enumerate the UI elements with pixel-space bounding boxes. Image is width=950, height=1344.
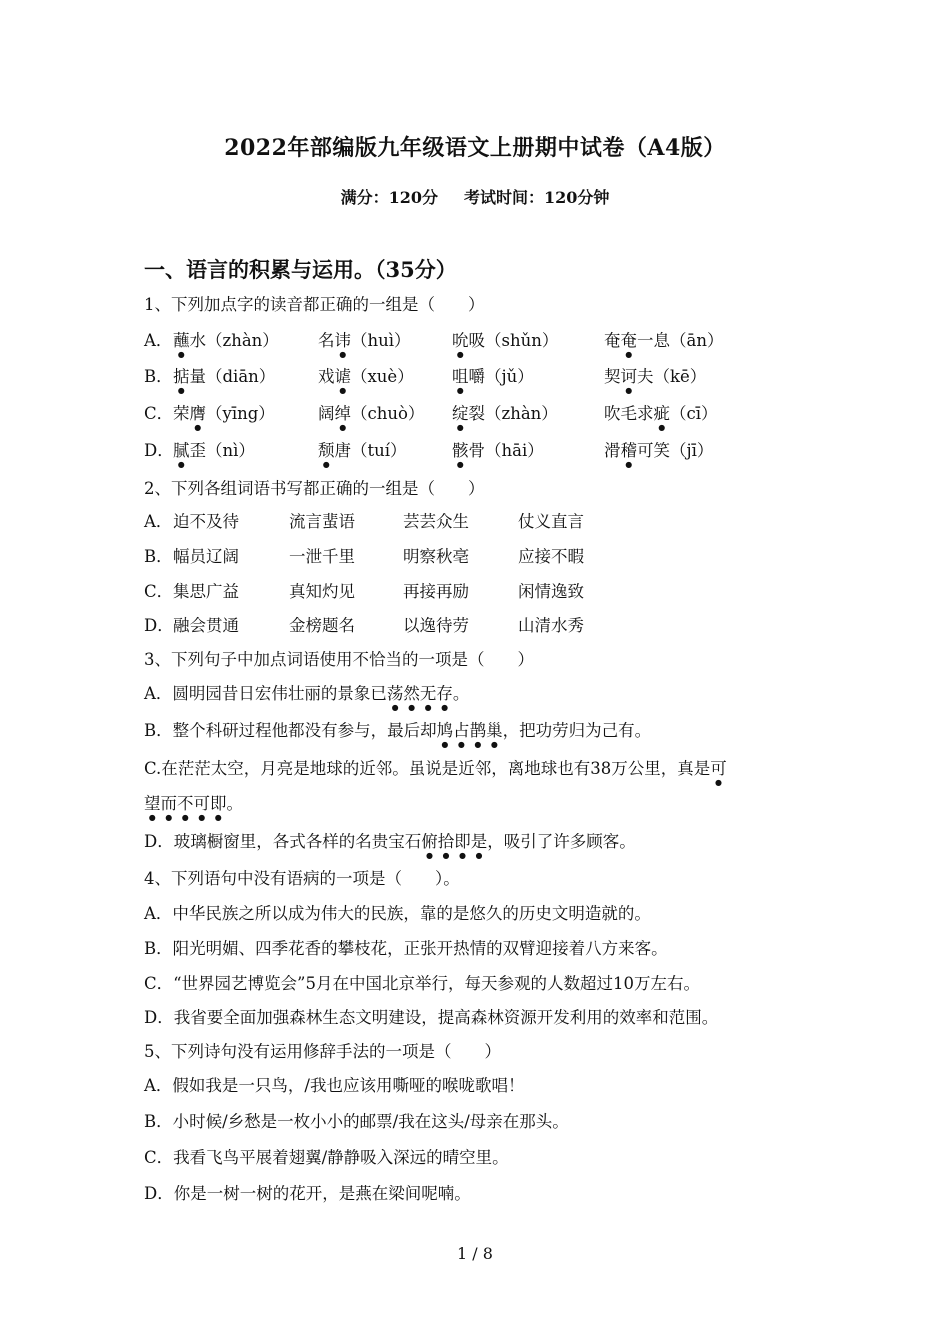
- dotted-char: 诃: [620, 367, 637, 386]
- dotted-char: 稽: [620, 441, 637, 460]
- dotted-char: 咀: [452, 367, 469, 386]
- option-label: D．: [144, 441, 174, 460]
- word-post: 一息（ān）: [637, 331, 724, 350]
- word-post: 骨（hāi）: [468, 441, 544, 460]
- dotted-char: 奄: [620, 331, 637, 350]
- sentence-pre: A．圆明园昔日宏伟壮丽的景象已: [144, 684, 387, 703]
- word-item: [173, 366, 275, 395]
- word-item: [318, 403, 424, 432]
- sentence-post: 。: [452, 684, 470, 703]
- option-label: A．: [144, 512, 173, 531]
- word-post: 裂（zhàn）: [468, 404, 558, 423]
- q4-option-c: C．“世界园艺博览会”5月在中国北京举行，每天参观的人数超过10万左右。: [144, 974, 700, 993]
- word-post: 量（diān）: [189, 367, 276, 386]
- word-pre: 戏: [318, 367, 335, 386]
- question-2-stem: 2、下列各组词语书写都正确的一组是（ ）: [144, 479, 485, 498]
- word-item: [452, 366, 534, 395]
- sentence-pre: B．整个科研过程他都没有参与，最后却: [144, 721, 437, 740]
- word-post: 吸（shǔn）: [468, 331, 559, 350]
- dotted-char: 掂: [173, 367, 190, 386]
- sentence-pre: D．玻璃橱窗里，各式各样的名贵宝石: [144, 832, 422, 851]
- question-4-stem: 4、下列语句中没有语病的一项是（ ）。: [144, 869, 460, 888]
- word-post: （huì）: [351, 331, 411, 350]
- word-item: 以逸待劳: [403, 616, 469, 635]
- dotted-char: 骸: [452, 441, 469, 460]
- dotted-phrase: 鸠占鹊巢: [436, 721, 503, 740]
- word-item: 流言蜚语: [289, 512, 355, 531]
- full-score: 满分：120分: [340, 188, 438, 207]
- question-3-stem: 3、下列句子中加点词语使用不恰当的一项是（ ）: [144, 650, 534, 669]
- question-5-stem: 5、下列诗句没有运用修辞手法的一项是（ ）: [144, 1042, 501, 1061]
- word-item: 迫不及待: [173, 512, 239, 531]
- dotted-phrase: 荡然无存: [386, 684, 453, 703]
- word-item: [604, 440, 713, 469]
- option-label: B．: [144, 547, 173, 566]
- dotted-phrase: 可: [710, 759, 727, 778]
- word-item: [173, 403, 275, 432]
- word-item: [173, 440, 255, 469]
- word-item: [604, 366, 706, 395]
- q3-option-d: [144, 831, 636, 860]
- word-item: 芸芸众生: [403, 512, 469, 531]
- word-item: 闲情逸致: [518, 582, 584, 601]
- word-item: [604, 330, 723, 359]
- dotted-phrase: 望而不可即: [144, 794, 227, 813]
- word-item: 应接不暇: [518, 547, 584, 566]
- dotted-char: 蘸: [173, 331, 190, 350]
- word-item: 山清水秀: [518, 616, 584, 635]
- word-item: 集思广益: [173, 582, 239, 601]
- sentence-post: 。: [226, 794, 243, 813]
- word-item: [318, 440, 407, 469]
- word-post: （yīng）: [206, 404, 275, 423]
- page-number: 1 / 8: [457, 1244, 493, 1263]
- q3-option-c-line2: [144, 793, 243, 822]
- word-item: 明察秋亳: [403, 547, 469, 566]
- q5-option-b: B．小时候/乡愁是一枚小小的邮票/我在这头/母亲在那头。: [144, 1112, 569, 1131]
- q3-option-a: [144, 683, 469, 712]
- word-post: 可笑（jī）: [637, 441, 714, 460]
- exam-meta: [0, 185, 950, 208]
- word-pre: 荣: [173, 404, 190, 423]
- word-post: 夫（kē）: [637, 367, 707, 386]
- word-item: [452, 440, 544, 469]
- option-label: C．: [144, 404, 174, 423]
- q4-option-b: B．阳光明媚、四季花香的攀枝花，正张开热情的双臂迎接着八方来客。: [144, 939, 668, 958]
- dotted-char: 腻: [173, 441, 190, 460]
- dotted-char: 吮: [452, 331, 469, 350]
- word-post: 歪（nì）: [189, 441, 255, 460]
- dotted-char: 绽: [452, 404, 469, 423]
- word-item: [452, 330, 558, 359]
- sentence-post: ，把功劳归为己有。: [502, 721, 652, 740]
- word-post: 嚼（jǔ）: [468, 367, 534, 386]
- dotted-char: 讳: [334, 331, 351, 350]
- word-post: （cī）: [670, 404, 718, 423]
- q4-option-a: A．中华民族之所以成为伟大的民族，靠的是悠久的历史文明造就的。: [144, 904, 651, 923]
- word-item: 再接再励: [403, 582, 469, 601]
- word-item: 真知灼见: [289, 582, 355, 601]
- word-item: 仗义直言: [518, 512, 584, 531]
- word-pre: 契: [604, 367, 621, 386]
- page-title: 2022年部编版九年级语文上册期中试卷（A4版）: [224, 135, 726, 161]
- exam-time: 考试时间：120分钟: [464, 188, 610, 207]
- word-pre: 名: [318, 331, 335, 350]
- question-1-stem: 1、下列加点字的读音都正确的一组是（ ）: [144, 295, 485, 314]
- q3-option-b: [144, 720, 651, 749]
- word-pre: 滑: [604, 441, 621, 460]
- option-label: B．: [144, 367, 173, 386]
- dotted-char: 疵: [653, 404, 670, 423]
- dotted-char: 谑: [334, 367, 351, 386]
- word-pre: 阔: [318, 404, 335, 423]
- word-item: [173, 330, 279, 359]
- word-item: [318, 366, 414, 395]
- dotted-char: 颓: [318, 441, 335, 460]
- section-heading: 一、语言的积累与运用。（35分）: [144, 257, 457, 282]
- option-label: C．: [144, 582, 174, 601]
- word-item: 金榜题名: [289, 616, 355, 635]
- word-pre: 吹毛求: [604, 404, 654, 423]
- word-item: 幅员辽阔: [173, 547, 239, 566]
- option-label: D．: [144, 616, 174, 635]
- word-item: 融会贯通: [173, 616, 239, 635]
- word-pre: 奄: [604, 331, 621, 350]
- word-post: （chuò）: [351, 404, 425, 423]
- q5-option-a: A．假如我是一只鸟，/我也应该用嘶哑的喉咙歌唱！: [144, 1076, 525, 1095]
- sentence-post: ，吸引了许多顾客。: [487, 832, 636, 851]
- word-item: [604, 403, 718, 432]
- q5-option-d: D．你是一树一树的花开，是燕在梁间呢喃。: [144, 1184, 471, 1203]
- word-item: [452, 403, 558, 432]
- sentence-pre: C.在茫茫太空，月亮是地球的近邻。虽说是近邻，离地球也有38万公里，真是: [144, 759, 711, 778]
- word-post: 水（zhàn）: [189, 331, 279, 350]
- dotted-char: 膺: [189, 404, 206, 423]
- q5-option-c: C．我看飞鸟平展着翅翼/静静吸入深远的晴空里。: [144, 1148, 509, 1167]
- dotted-phrase: 俯拾即是: [421, 832, 488, 851]
- q4-option-d: D．我省要全面加强森林生态文明建设，提高森林资源开发利用的效率和范围。: [144, 1008, 719, 1027]
- word-item: 一泄千里: [289, 547, 355, 566]
- option-label: A．: [144, 331, 173, 350]
- word-item: [318, 330, 411, 359]
- word-post: （xuè）: [351, 367, 414, 386]
- word-post: 唐（tuí）: [334, 441, 407, 460]
- dotted-char: 绰: [334, 404, 351, 423]
- q3-option-c-line1: [144, 758, 727, 787]
